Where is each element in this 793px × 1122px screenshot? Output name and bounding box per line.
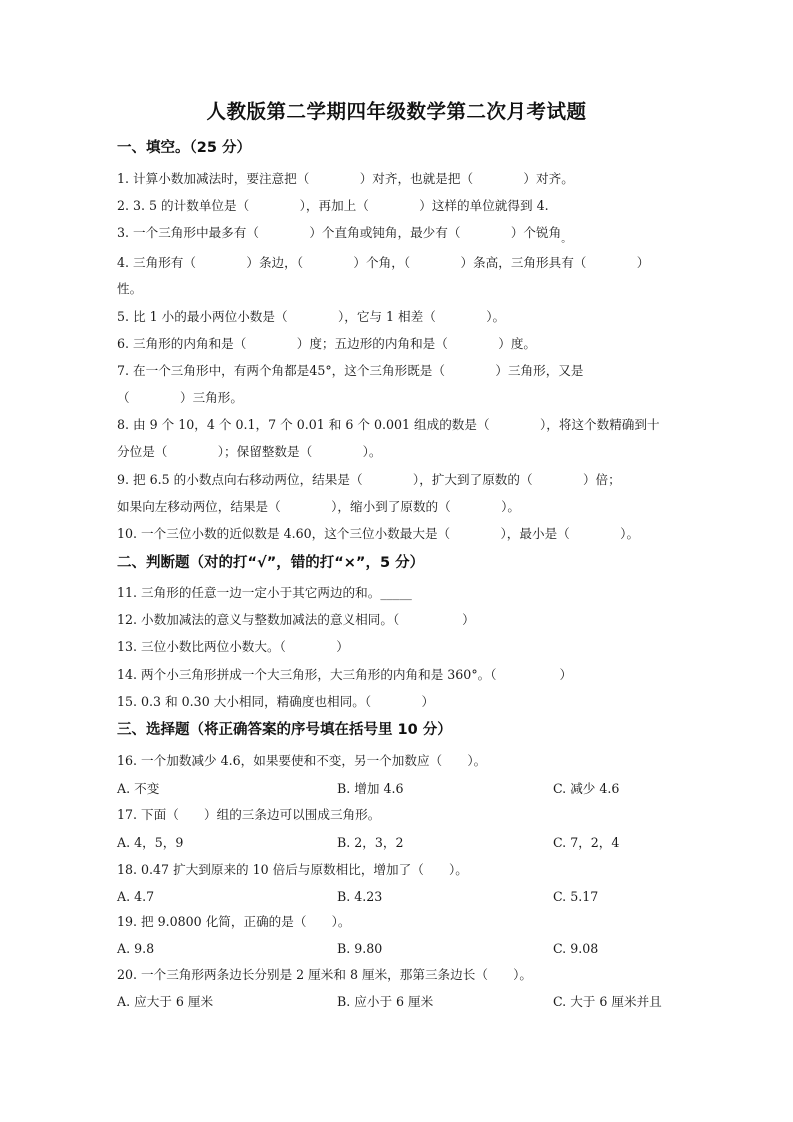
- option-b: B. 增加 4.6: [337, 781, 404, 796]
- option-b: B. 2，3，2: [337, 835, 404, 850]
- question-7-line-1: 7. 在一个三角形中，有两个角都是45°，这个三角形既是（ ）三角形，又是: [117, 363, 584, 378]
- option-c: C. 减少 4.6: [553, 781, 620, 796]
- question-9-line-2: 如果向左移动两位，结果是（ ），缩小到了原数的（ ）。: [117, 499, 520, 514]
- question-17: 17. 下面（ ）组的三条边可以围成三角形。: [117, 807, 381, 822]
- question-5: 5. 比 1 小的最小两位小数是（ ），它与 1 相差（ ）。: [117, 309, 506, 324]
- option-a: A. 应大于 6 厘米: [117, 994, 214, 1009]
- question-3-period: 。: [561, 234, 572, 245]
- section-heading-multiple-choice: 三、选择题（将正确答案的序号填在括号里 10 分）: [117, 722, 452, 738]
- option-c: C. 9.08: [553, 941, 599, 956]
- question-2: 2. 3. 5 的计数单位是（ ），再加上（ ）这样的单位就得到 4.: [117, 198, 549, 213]
- question-13: 13. 三位小数比两位小数大。（ ）: [117, 639, 349, 654]
- question-20: 20. 一个三角形两条边长分别是 2 厘米和 8 厘米，那第三条边长（ ）。: [117, 967, 532, 982]
- question-4-line-1: 4. 三角形有（ ）条边，（ ）个角，（ ）条高，三角形具有（ ）: [117, 255, 650, 270]
- question-3-text: 3. 一个三角形中最多有（ ）个直角或钝角，最少有（ ）个锐角: [117, 225, 562, 240]
- question-14: 14. 两个小三角形拼成一个大三角形，大三角形的内角和是 360°。（ ）: [117, 667, 573, 682]
- question-16: 16. 一个加数减少 4.6，如果要使和不变，另一个加数应（ ）。: [117, 753, 487, 768]
- option-a: A. 4，5，9: [117, 835, 184, 850]
- option-b: B. 9.80: [337, 941, 383, 956]
- question-18: 18. 0.47 扩大到原来的 10 倍后与原数相比，增加了（ ）。: [117, 862, 468, 877]
- question-11: 11. 三角形的任意一边一定小于其它两边的和。_____: [117, 585, 412, 600]
- question-12: 12. 小数加减法的意义与整数加减法的意义相同。（ ）: [117, 612, 475, 627]
- section-heading-fill-in: 一、填空。（25 分）: [117, 140, 251, 156]
- question-8-line-2: 分位是（ ）；保留整数是（ ）。: [117, 444, 382, 459]
- question-8-line-1: 8. 由 9 个 10，4 个 0.1，7 个 0.01 和 6 个 0.001 组成的数是（ ），将这个数精确到十: [117, 417, 660, 432]
- option-c: C. 大于 6 厘米并且: [553, 994, 662, 1009]
- section-heading-true-false: 二、判断题（对的打“√”，错的打“×”，5 分）: [117, 555, 425, 571]
- option-c: C. 5.17: [553, 889, 599, 904]
- question-4-line-2: 性。: [117, 281, 143, 296]
- question-3: [117, 224, 683, 244]
- question-19: 19. 把 9.0800 化简，正确的是（ ）。: [117, 914, 351, 929]
- question-10: 10. 一个三位小数的近似数是 4.60，这个三位小数最大是（ ），最小是（ ）。: [117, 526, 640, 541]
- option-a: A. 9.8: [117, 941, 155, 956]
- question-1: 1. 计算小数加减法时，要注意把（ ）对齐，也就是把（ ）对齐。: [117, 171, 574, 186]
- option-a: A. 4.7: [117, 889, 155, 904]
- option-b: B. 4.23: [337, 889, 383, 904]
- question-15: 15. 0.3 和 0.30 大小相同，精确度也相同。（ ）: [117, 694, 435, 709]
- option-c: C. 7，2，4: [553, 835, 620, 850]
- question-7-line-2: （ ）三角形。: [117, 390, 243, 405]
- question-9-line-1: 9. 把 6.5 的小数点向右移动两位，结果是（ ），扩大到了原数的（ ）倍；: [117, 472, 621, 487]
- page-title: 人教版第二学期四年级数学第二次月考试题: [206, 100, 587, 123]
- question-6: 6. 三角形的内角和是（ ）度；五边形的内角和是（ ）度。: [117, 336, 537, 351]
- option-a: A. 不变: [117, 781, 160, 796]
- option-b: B. 应小于 6 厘米: [337, 994, 434, 1009]
